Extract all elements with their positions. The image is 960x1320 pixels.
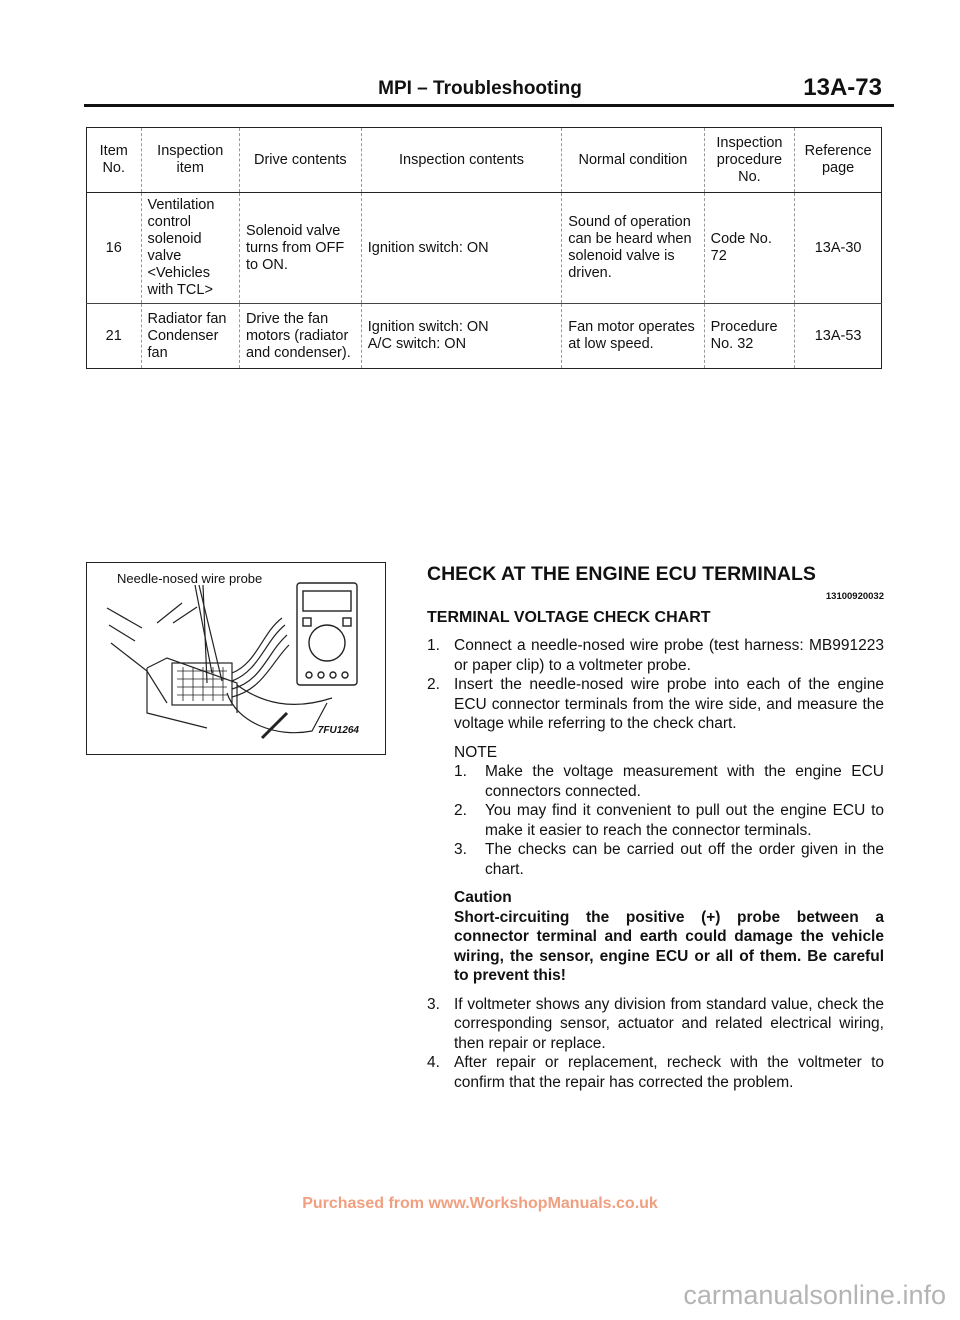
header-rule (84, 104, 894, 107)
cell-inspection-contents: Ignition switch: ON A/C switch: ON (361, 304, 561, 369)
procedure-body (427, 636, 884, 1092)
note-number: 3. (454, 841, 467, 858)
section-title: CHECK AT THE ENGINE ECU TERMINALS (427, 563, 816, 585)
step-text: Connect a needle-nosed wire probe (test harness: MB991223 or paper clip) to a voltmeter probe. (454, 637, 884, 674)
list-item (427, 1053, 884, 1092)
step-number: 2. (427, 676, 440, 693)
actuator-test-table (86, 127, 882, 369)
page-number: 13A-73 (803, 74, 882, 101)
step-text: After repair or replacement, recheck with the voltmeter to confirm that the repair has corrected the problem. (454, 1054, 884, 1091)
col-header-inspection-item: Inspection item (141, 128, 239, 193)
probe-illustration (86, 562, 386, 755)
table-row (87, 193, 882, 304)
note-number: 2. (454, 802, 467, 819)
page-title: MPI – Troubleshooting (378, 78, 582, 99)
cell-procedure: Code No. 72 (704, 193, 795, 304)
list-item (427, 636, 884, 675)
figure-code: 7FU1264 (317, 725, 359, 736)
note-text: You may find it convenient to pull out the engine ECU to make it easier to reach the connector terminals. (485, 802, 884, 839)
table-header-row (87, 128, 882, 193)
cell-drive-contents: Drive the fan motors (radiator and condenser). (239, 304, 361, 369)
col-header-inspection-contents: Inspection contents (361, 128, 561, 193)
step-text: If voltmeter shows any division from standard value, check the corresponding sensor, actuator and related electrical wiring, then repair or replace. (454, 995, 884, 1052)
cell-item-no: 21 (105, 327, 122, 344)
figure-label: Needle-nosed wire probe (117, 571, 263, 586)
caution-label: Caution (454, 889, 512, 906)
note-label: NOTE (454, 743, 498, 761)
caution-block (427, 888, 884, 986)
footer-source: Purchased from www.WorkshopManuals.co.uk (302, 1195, 658, 1212)
col-header-item-no: Item No. (87, 128, 142, 193)
cell-inspection-item: Ventilation control solenoid valve <Vehicles with TCL> (141, 193, 239, 304)
col-header-reference: Reference page (795, 128, 882, 193)
cell-item-no: 16 (87, 193, 142, 304)
section-code: 13100920032 (825, 591, 884, 602)
list-item (427, 801, 884, 840)
step-text: Insert the needle-nosed wire probe into each of the engine ECU connector terminals from the wire side, and measure the voltage while referring to the check chart. (454, 676, 884, 732)
cell-reference: 13A-30 (795, 193, 882, 304)
step-number: 4. (427, 1054, 440, 1071)
col-header-normal-condition: Normal condition (562, 128, 704, 193)
table-row (87, 304, 882, 369)
list-item (427, 675, 884, 734)
note-text: Make the voltage measurement with the engine ECU connectors connected. (485, 763, 884, 800)
cell-normal-condition: Sound of operation can be heard when solenoid valve is driven. (562, 193, 704, 304)
step-number: 1. (427, 637, 440, 654)
col-header-drive-contents: Drive contents (239, 128, 361, 193)
cell-drive-contents: Solenoid valve turns from OFF to ON. (239, 193, 361, 304)
list-item (427, 762, 884, 801)
cell-reference: 13A-53 (795, 304, 882, 369)
list-item (427, 995, 884, 1054)
caution-text: Short-circuiting the positive (+) probe between a connector terminal and earth could damage the vehicle wiring, the sensor, engine ECU or all of them. Be careful to prevent this! (454, 908, 884, 984)
cell-normal-condition: Fan motor operates at low speed. (562, 304, 704, 369)
cell-inspection-contents: Ignition switch: ON (361, 193, 561, 304)
section-subtitle: TERMINAL VOLTAGE CHECK CHART (427, 609, 711, 626)
step-number: 3. (427, 995, 440, 1013)
watermark: carmanualsonline.info (683, 1280, 946, 1310)
note-number: 1. (454, 763, 467, 780)
list-item (427, 840, 884, 879)
note-text: The checks can be carried out off the order given in the chart. (485, 841, 884, 878)
col-header-procedure: Inspection procedure No. (704, 128, 795, 193)
cell-procedure: Procedure No. 32 (704, 304, 795, 369)
cell-inspection-item: Radiator fan Condenser fan (141, 304, 239, 369)
